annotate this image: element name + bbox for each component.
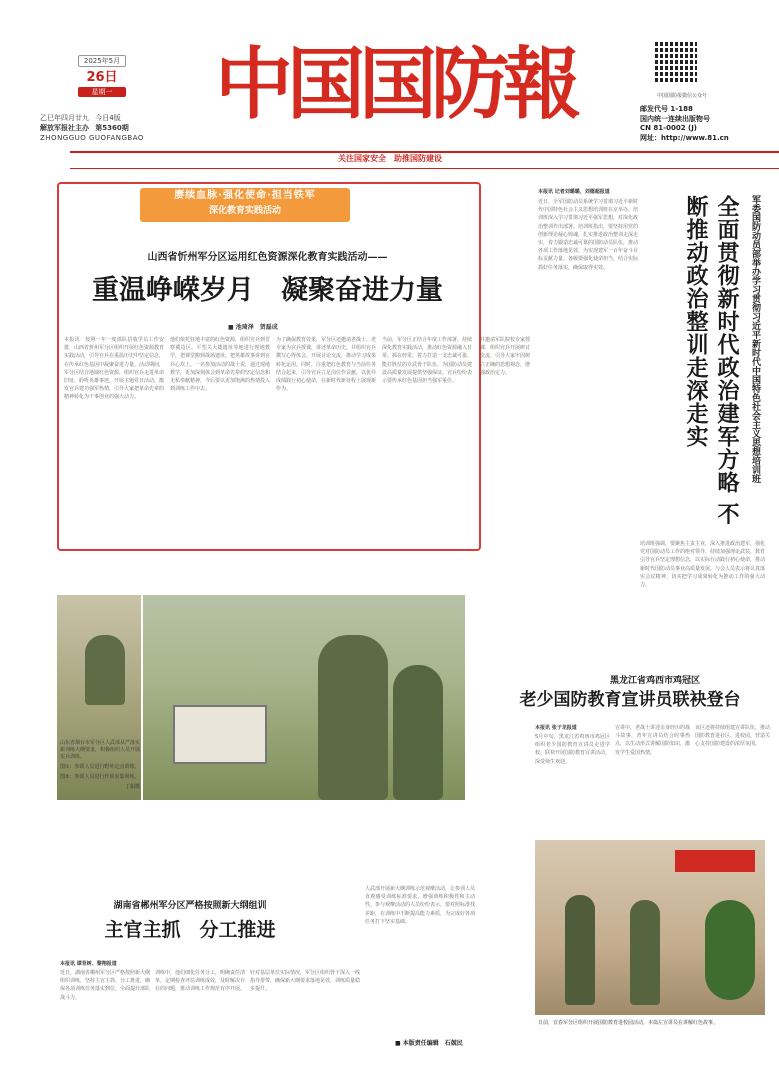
cn-number: CN 81-0002 (J) [640,124,698,132]
bottom-left-col1: 近日，湖南省郴州军分区严格按照新大纲组织训练，坚持主官主抓、分工推进，确保各项训练任务落实到位，全面提升部队战斗力。 [60,970,150,1001]
right-body-col1: 近日，全军国防动员系统学习贯彻习近平新时代中国特色社会主义思想培训班在京举办。培训班深入学习贯彻习近平强军思想，对深化政治整训作出部署。培训班指出，要坚持用党的创新理论凝心铸魂，扎实推进政治整训走深走实，着力锻造忠诚可靠的国防动员队伍，推动各项工作落地见效，为实现建军一百年奋斗目标贡献力量。各级要强化使命担当，结合实际抓好任务落实，确保取得实效。 [538,199,638,271]
soldier-figure [85,635,125,705]
caption-credit-1: 图①：参训人员进行野外定点训练。 [60,764,140,770]
wechat-label: 中国国防报微信公众号 [656,93,707,99]
right-body-col2: 培训班强调，要聚焦主责主业，深入推进政治建军，强化党对国防动员工作的绝对领导，持续加强理论武装，教育引导官兵坚定理想信念，以实际行动践行初心使命，推动新时代国防动员事业高质量发展。与会人员表示将认真落实会议精神，切实把学习成果转化为推动工作的强大动力。 [640,541,765,589]
bottom-left-headline: 主官主抓 分工推进 [104,919,276,941]
lead-byline: ■ 池琦泽 贺磊成 [228,324,278,331]
mid-right-col2: 宣讲中，老战士讲述亲身经历的战斗故事，青年宣讲员结合时事热点，以生动形式讲解国防知识，激发学生爱国热情。 [615,725,690,756]
lead-headline: 重温峥嵘岁月 凝聚奋进力量 [92,275,443,306]
classroom-photo [535,840,765,1015]
bottom-left-col3: 针对基层单位实际情况，军分区组织骨干深入一线指导帮带，确保新大纲要求落地见效，训练质量稳步提升。 [250,970,360,993]
photo-caption [60,740,140,791]
date-badge [78,55,126,97]
publisher: 解放军报社主办 [40,124,89,132]
issue-number: 第5360期 [95,124,129,132]
day: 26日 [86,70,118,85]
slogan: 关注国家安全 助推国防建设 [338,154,442,163]
right-kicker: 军委国防动员部举办学习贯彻习近平新时代中国特色社会主义思想培训班 [750,195,760,483]
soldier-figure [565,895,595,1005]
year-month: 2025年5月 [78,55,126,67]
lead-body-col4: 当前，军分区正结合年度工作部署，持续深化教育实践活动，推动红色资源融入日常、抓在经常，着力打造一支忠诚可靠、能打胜仗的专武骨干队伍，为国防动员建设高质量发展提供坚强保证。官兵纷纷表示要传承红色基因担当强军重任。 [382,337,472,385]
soldier-figure [393,665,443,800]
website: 网址：http://www.81.cn [640,133,729,142]
classroom-caption: 日前，宜春军分区组织开展国防教育进校园活动，本篇左宣讲员在讲解红色故事。 [538,1020,719,1026]
soldier-figure [630,900,660,1005]
lead-body-col1: 本报讯 按照一年一度部队招收学员工作安排，山西省忻州军分区组织开展红色资源教育实践活动，引导官兵在重温历史中坚定信念，在传承红色基因中凝聚奋进力量。活动期间，军分区结合地域红色资源，组织官兵走进革命旧址，聆听英雄事迹，开展主题党日活动，激发官兵建功强军热情，引导大家把革命先辈的精神转化为干事创业的强大动力。 [64,337,164,401]
bottom-left-kicker: 湖南省郴州军分区严格按照新大纲组训 [113,901,267,911]
lead-kicker: 山西省忻州军分区运用红色资源深化教育实践活动—— [147,252,388,263]
cn-number-label: 国内统一连续出版物号 [640,114,710,123]
training-photo-main [143,595,465,800]
bottom-left-byline: 本报讯 谭育树、黎翔报道 [60,961,117,967]
wechat-qr-icon [655,40,697,82]
mid-right-col1: 5月中旬，黑龙江省鸡西市鸡冠区组织老少国防教育宣讲员走进学校，联袂开展国防教育宣讲活动，深受师生欢迎。 [535,734,610,765]
bottom-mid-col: 人武部开展新大纲训练示范观摩活动，让参训人员直观感受训练标准要求，增强训练积极性和主动性。参与观摩活动的人员纷纷表示，要对照标准找差距，在训练中不断提高能力素质，为完成好各项任务打下坚实基础。 [365,886,475,925]
mid-right-byline: 本报讯 张子龙报道 [535,725,577,731]
mid-col: 并邀请军队院校专家授课，组织官兵开展研讨交流，引导大家牢固树立正确的思想观念，增强政治定力。 [480,337,530,376]
banner-sign [675,850,755,872]
bottom-left-col2: 训练中，他们细化任务分工，明确责任清单，定期检查评估训练成效，及时解决存在的问题，推动训练工作规范有序开展。 [155,970,245,993]
mid-right-kicker: 黑龙江省鸡西市鸡冠区 [609,676,700,686]
newspaper-title: 中国国防報 [214,39,575,130]
lead-body-col3: 为了确保教育效果，军分区还邀请老战士、老专家为官兵授课，讲述革命历史，并组织官兵撰写心得体会、开展讨论交流，推动学习成果转化运用。同时，注重把红色教育与当前任务结合起来，引导官兵立足岗位作贡献，以优异成绩践行初心使命，在新时代新征程上展现新作为。 [276,337,376,393]
mid-right-headline: 老少国防教育宣讲员联袂登台 [519,690,741,710]
soldier-figure [318,635,388,800]
banner-line1: 赓续血脉·强化使命·担当铁军 [174,190,316,201]
edition-count: 今日4版 [95,114,121,122]
weekday: 星期一 [78,87,126,97]
map-board [173,705,267,764]
banner-line2: 深化教育实践活动 [208,206,281,216]
lead-body-col2: 他们依托驻地丰富的红色资源，组织官兵到晋察冀边区、平型关大捷遗址等地进行现地教学，把课堂搬到战场遗址，把英雄故事讲到官兵心坎上。一名参加活动的战士说，通过现地教学，更加深刻体会到革命先辈的坚定信念和无私奉献精神，今后要以更加饱满的热情投入到训练工作中去。 [170,337,270,393]
right-headline: 全面贯彻新时代政治建军方略 不断推动政治整训走深走实 [683,195,740,526]
editor-credit: ■ 本版责任编辑 石兢民 [395,1040,463,1047]
postal-code: 邮发代号 1-188 [640,105,693,113]
plant [705,900,755,1000]
caption-text: 山东省烟台市军分区人武部从严落实新训练大纲要求，积极组织人员开展实兵训练。 [60,740,141,760]
lunar-date: 乙巳年四月廿九 [40,114,89,122]
right-byline: 本报讯 记者刘璐璐、刘德超报道 [538,189,610,195]
masthead-pinyin: ZHONGGUO GUOFANGBAO [40,134,144,142]
photographer: 丁娟摄 [124,784,140,790]
mid-right-col3: 该区还将持续组建宣讲队伍，推动国防教育进社区、进校园，营造关心支持国防建设的浓厚氛围。 [695,725,770,748]
caption-credit-2: 图②：参训人员进行作训室集训练。 [60,774,140,780]
campaign-banner [140,188,350,222]
